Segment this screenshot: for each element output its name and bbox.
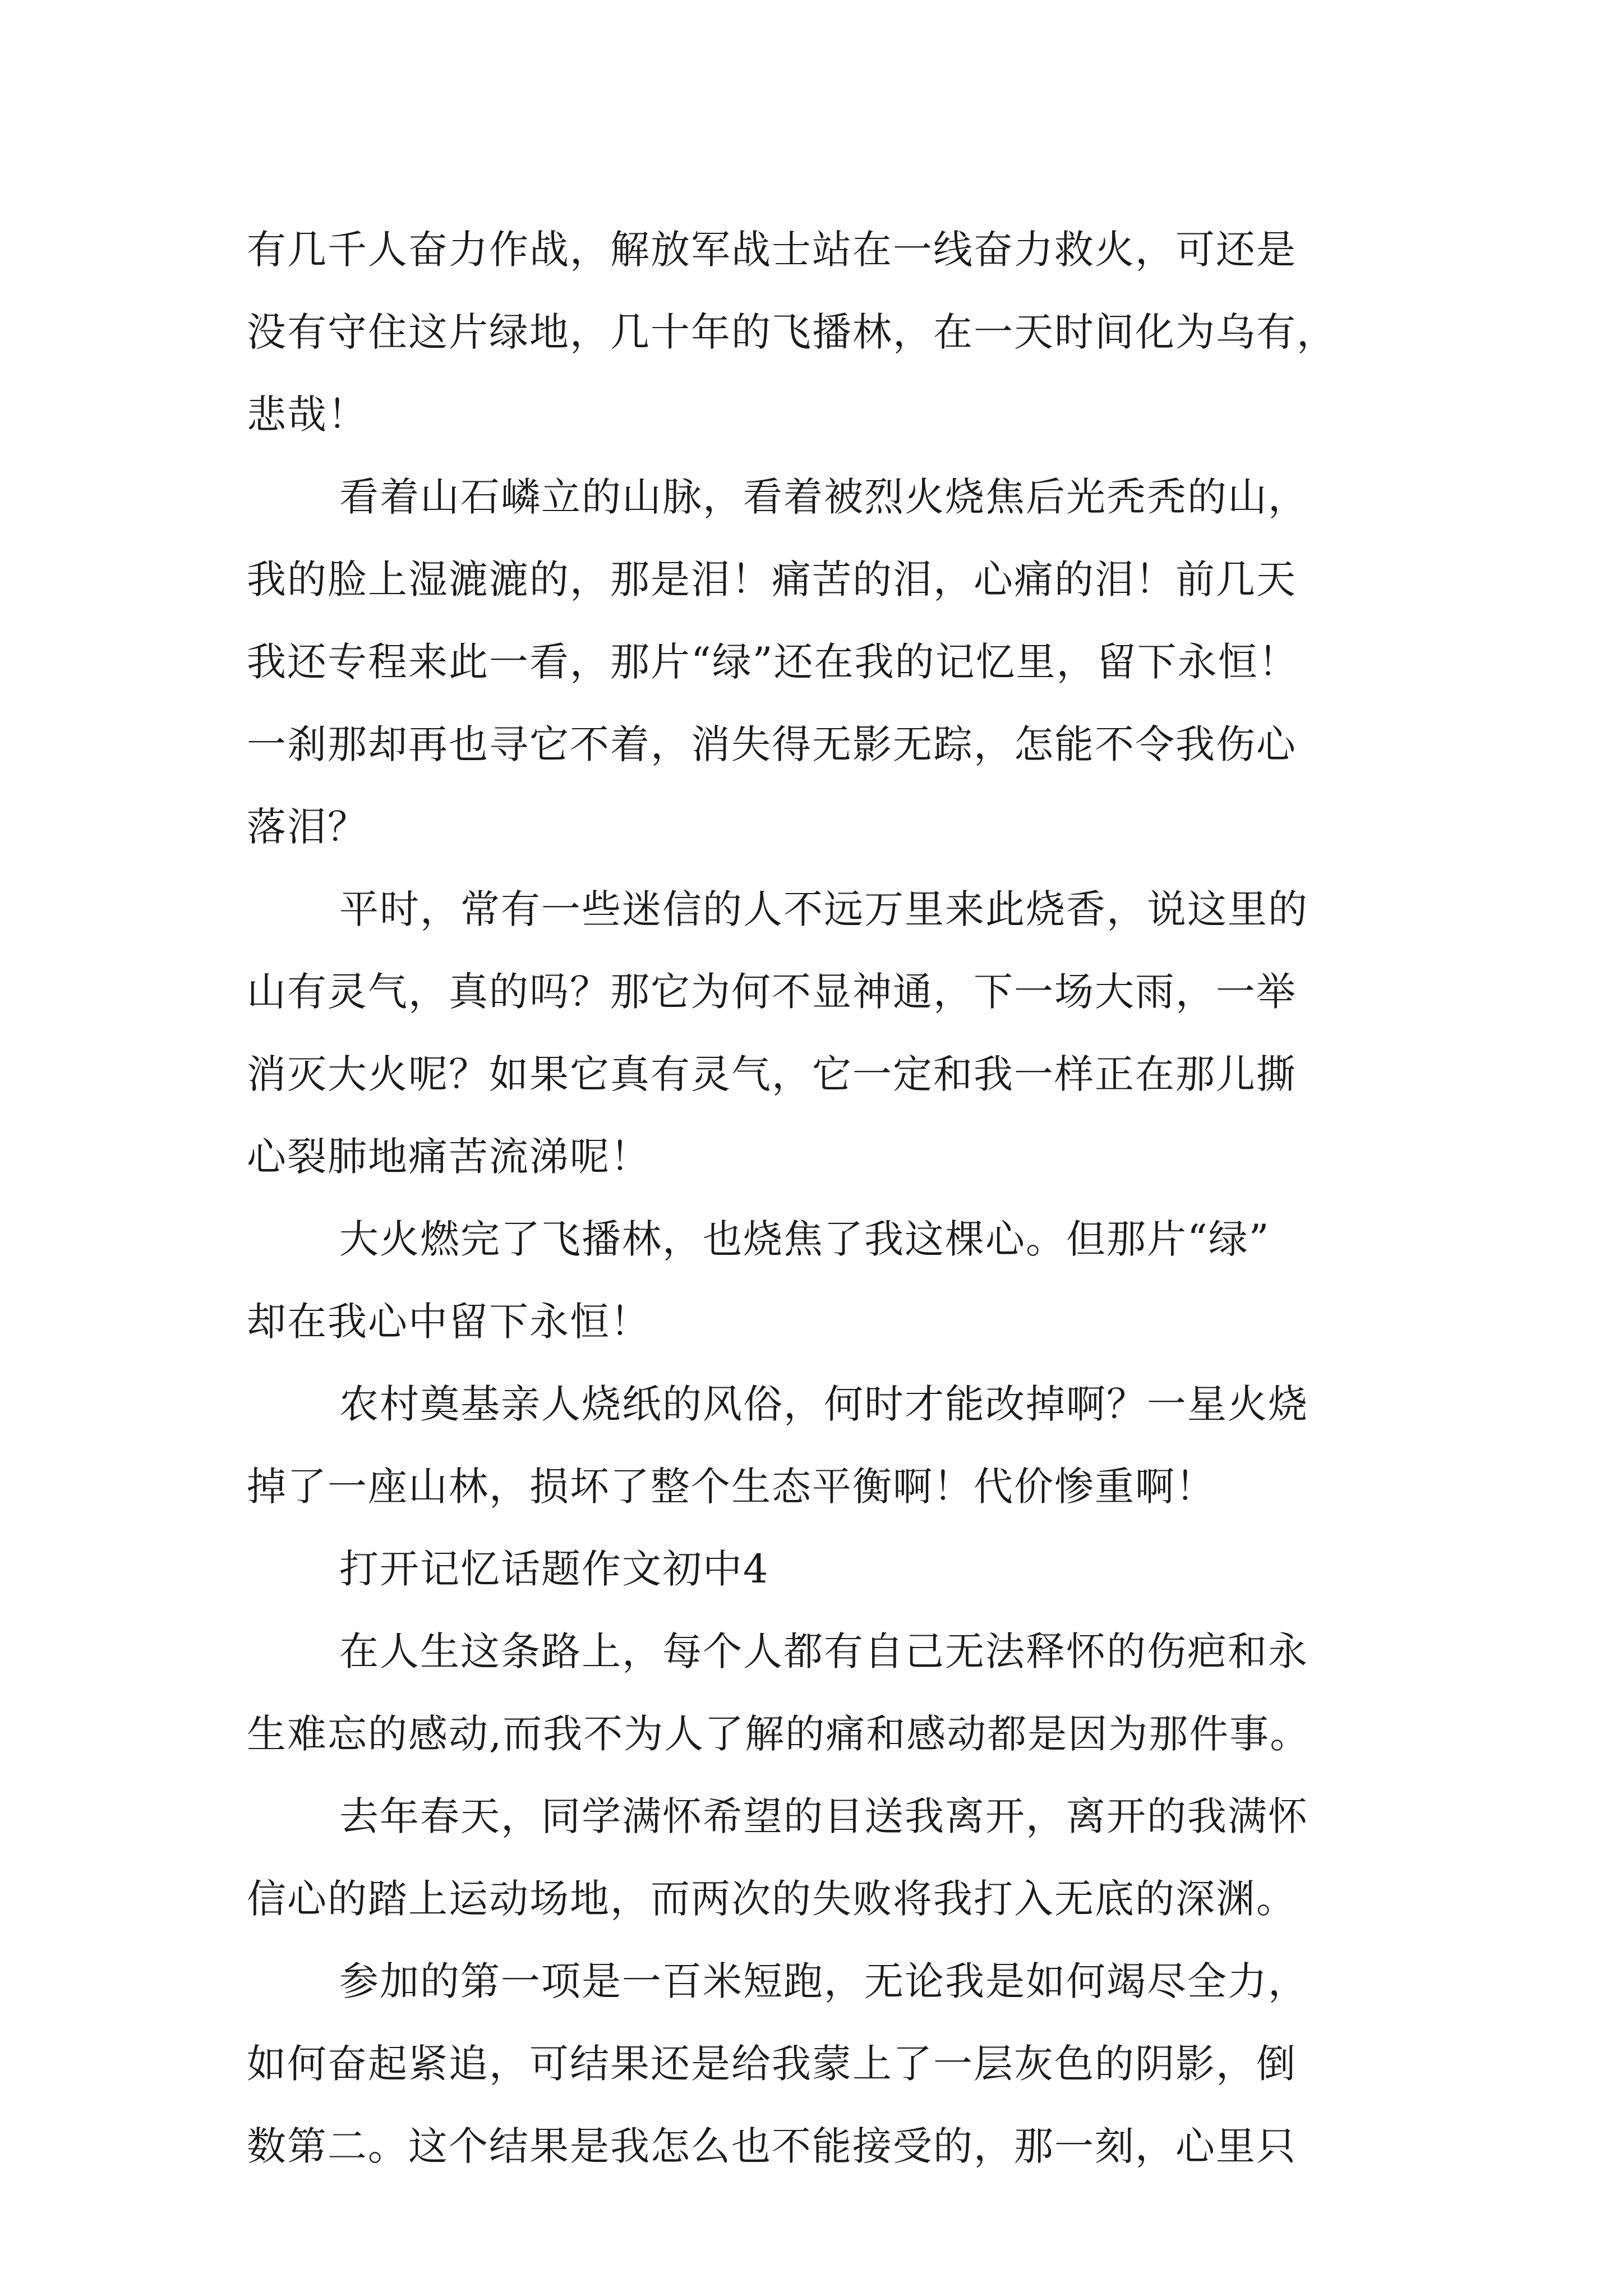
text-line: 信心的踏上运动场地，而两次的失败将我打入无底的深渊。 [247,1876,1297,1922]
text-line: 生难忘的感动,而我不为人了解的痛和感动都是因为那件事。 [247,1711,1311,1757]
text-line: 心裂肺地痛苦流涕呢！ [247,1134,651,1180]
text-line: 农村奠基亲人烧纸的风俗，何时才能改掉啊？一星火烧 [339,1381,1308,1427]
text-line: 山有灵气，真的吗？那它为何不显神通，下一场大雨，一举 [247,969,1297,1015]
text-line: 大火燃完了飞播林，也烧焦了我这棵心。但那片“绿” [339,1216,1270,1262]
text-line: 没有守住这片绿地，几十年的飞播林，在一天时间化为乌有， [247,309,1337,355]
text-line: 我的脸上湿漉漉的，那是泪！痛苦的泪，心痛的泪！前几天 [247,556,1297,602]
text-line: 平时，常有一些迷信的人不远万里来此烧香，说这里的 [339,886,1308,932]
text-line: 却在我心中留下永恒！ [247,1299,651,1345]
text-line: 掉了一座山林，损坏了整个生态平衡啊！代价惨重啊！ [247,1464,1216,1510]
text-line: 打开记忆话题作文初中4 [339,1546,769,1592]
text-line: 在人生这条路上，每个人都有自己无法释怀的伤疤和永 [339,1628,1308,1674]
text-line: 看着山石嶙立的山脉，看着被烈火烧焦后光秃秃的山， [339,474,1308,520]
text-line: 去年春天，同学满怀希望的目送我离开，离开的我满怀 [339,1793,1308,1839]
text-line: 落泪？ [247,804,368,850]
text-line: 一刹那却再也寻它不着，消失得无影无踪，怎能不令我伤心 [247,721,1297,767]
text-line: 悲哉！ [247,392,368,438]
text-line: 如何奋起紧追，可结果还是给我蒙上了一层灰色的阴影，倒 [247,2041,1297,2087]
text-line: 有几千人奋力作战，解放军战士站在一线奋力救火，可还是 [247,227,1297,273]
text-line: 我还专程来此一看，那片“绿”还在我的记忆里，留下永恒！ [247,639,1299,685]
text-line: 数第二。这个结果是我怎么也不能接受的，那一刻，心里只 [247,2123,1297,2169]
body-text [247,209,1396,2188]
text-line: 参加的第一项是一百米短跑，无论我是如何竭尽全力， [339,1958,1308,2004]
text-line: 消灭大火呢？如果它真有灵气，它一定和我一样正在那儿撕 [247,1051,1297,1097]
